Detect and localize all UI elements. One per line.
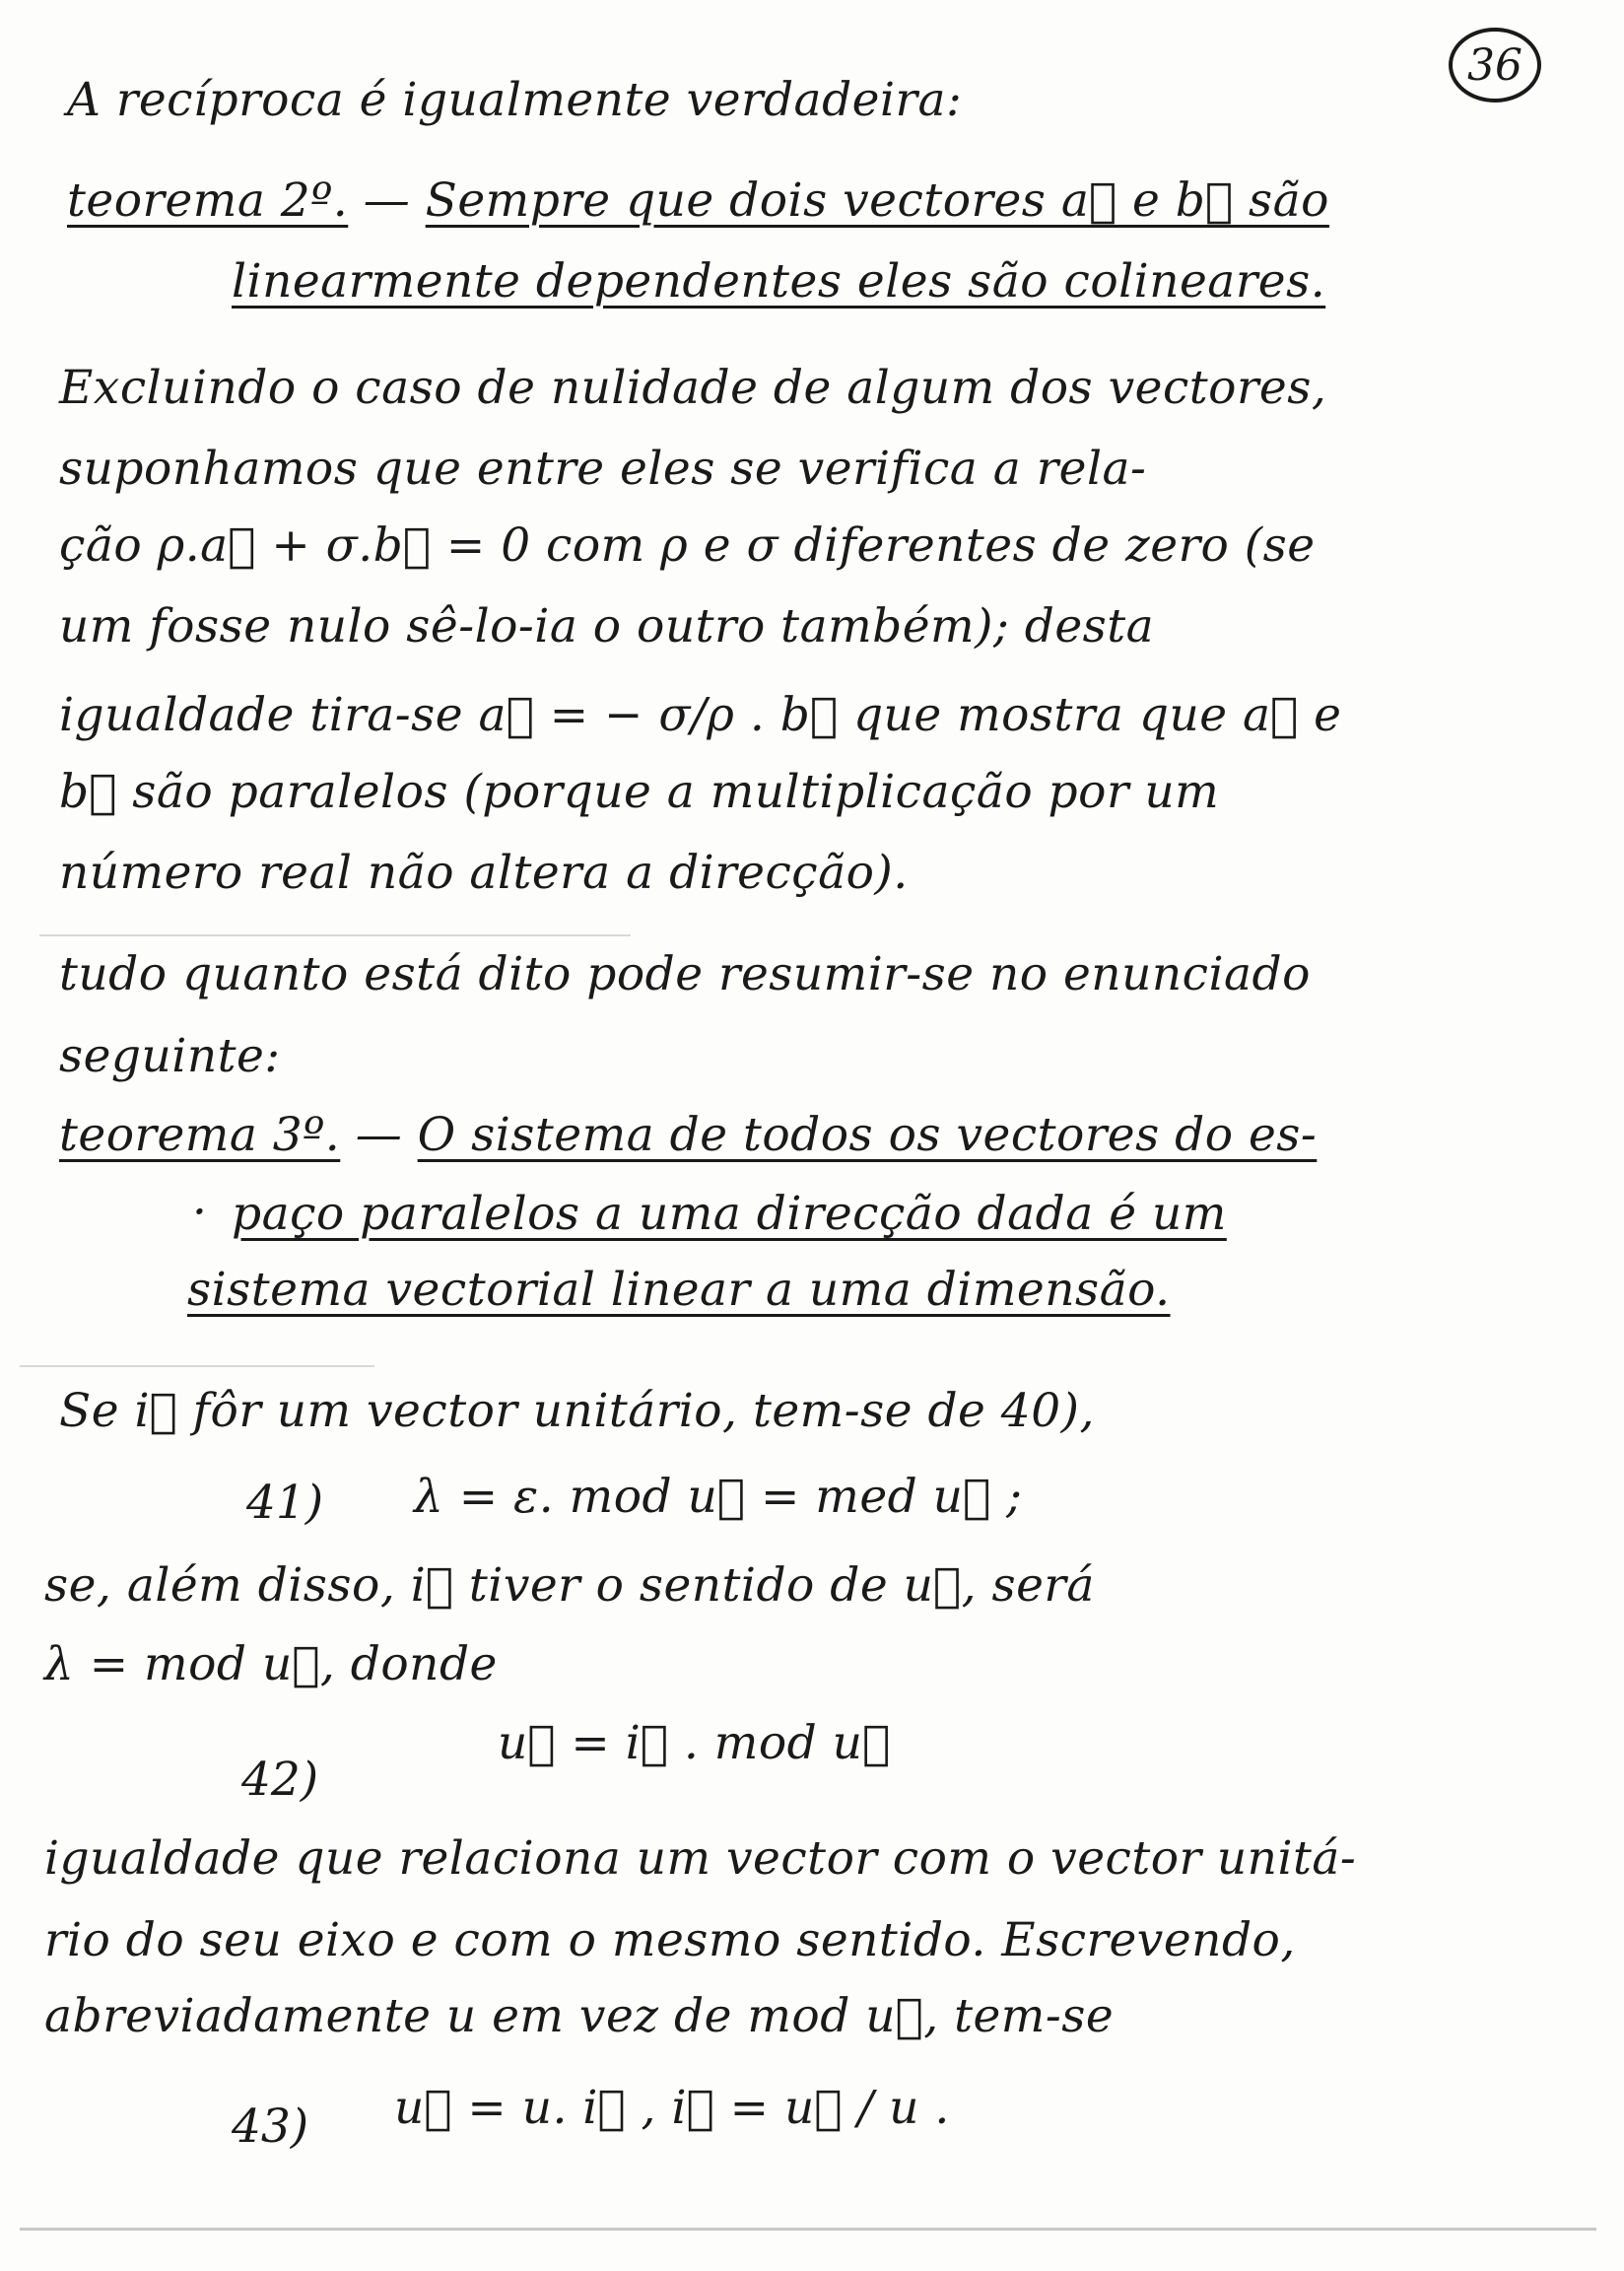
text-line-7: um fosse nulo sê-lo-ia o outro também); desta [59, 599, 1155, 654]
theorem-2-statement-b [232, 254, 1326, 309]
theorem-3-statement-a: O sistema de todos os vectores do es- [417, 1108, 1318, 1162]
theorem-2-statement-a: Sempre que dois vectores a⃗ e b⃗ são [425, 173, 1329, 228]
theorem-2-dash: — [348, 173, 426, 228]
text-line-8: igualdade tira-se a⃗ = − σ/ρ . b⃗ que mostra que a⃗ e [59, 688, 1342, 742]
text-line-6: ção ρ.a⃗ + σ.b⃗ = 0 com ρ e σ diferentes de zero (se [59, 518, 1316, 573]
theorem-3-statement-b [192, 1185, 1227, 1241]
text-line-23: abreviadamente u em vez de mod u⃗, tem-se [44, 1989, 1115, 2043]
theorem-2-line [67, 173, 1329, 228]
text-line-18: se, além disso, i⃗ tiver o sentido de u⃗, será [44, 1558, 1095, 1613]
equation-42-number: 42) [241, 1753, 319, 1807]
theorem-2-label: teorema 2º. [67, 173, 349, 228]
text-line-12: seguinte: [59, 1029, 281, 1083]
equation-42: u⃗ = i⃗ . mod u⃗ [498, 1716, 891, 1770]
page-number [1449, 28, 1541, 103]
equation-43-number: 43) [232, 2099, 309, 2154]
page-bottom-edge [20, 2228, 1596, 2231]
equation-43: u⃗ = u. i⃗ , i⃗ = u⃗ / u . [394, 2081, 950, 2135]
text-line-11: tudo quanto está dito pode resumir-se no enunciado [59, 947, 1311, 1001]
text-line-19: λ = mod u⃗, donde [44, 1637, 498, 1691]
theorem-3-statement-b-text: paço paralelos a uma direcção dada é um [232, 1187, 1227, 1241]
text-line-10: número real não altera a direcção). [59, 846, 909, 900]
theorem-2-statement-b-text: linearmente dependentes eles são colineares. [232, 254, 1326, 309]
faint-rule-1 [39, 934, 631, 936]
text-line-9: b⃗ são paralelos (porque a multiplicação por um [59, 765, 1220, 819]
theorem-3-label: teorema 3º. [59, 1108, 341, 1162]
page-number-text: 36 [1467, 39, 1522, 91]
theorem-3-statement-c-text: sistema vectorial linear a uma dimensão. [187, 1263, 1171, 1317]
equation-41: λ = ε. mod u⃗ = med u⃗ ; [414, 1470, 1023, 1524]
theorem-3-statement-c [187, 1263, 1171, 1317]
equation-41-number: 41) [246, 1476, 324, 1530]
theorem-3-line [59, 1108, 1318, 1162]
theorem-3-dash: — [340, 1108, 418, 1162]
text-line-1: A recíproca é igualmente verdadeira: [67, 73, 963, 127]
text-line-21: igualdade que relaciona um vector com o vector unitá- [44, 1831, 1357, 1886]
text-line-5: suponhamos que entre eles se verifica a rela- [59, 442, 1147, 496]
faint-rule-2 [20, 1365, 374, 1367]
text-line-16: Se i⃗ fôr um vector unitário, tem-se de 40), [59, 1384, 1095, 1438]
text-line-22: rio do seu eixo e com o mesmo sentido. Escrevendo, [44, 1913, 1296, 1967]
text-line-4: Excluindo o caso de nulidade de algum dos vectores, [59, 361, 1327, 415]
bullet-dot: · [192, 1185, 208, 1239]
